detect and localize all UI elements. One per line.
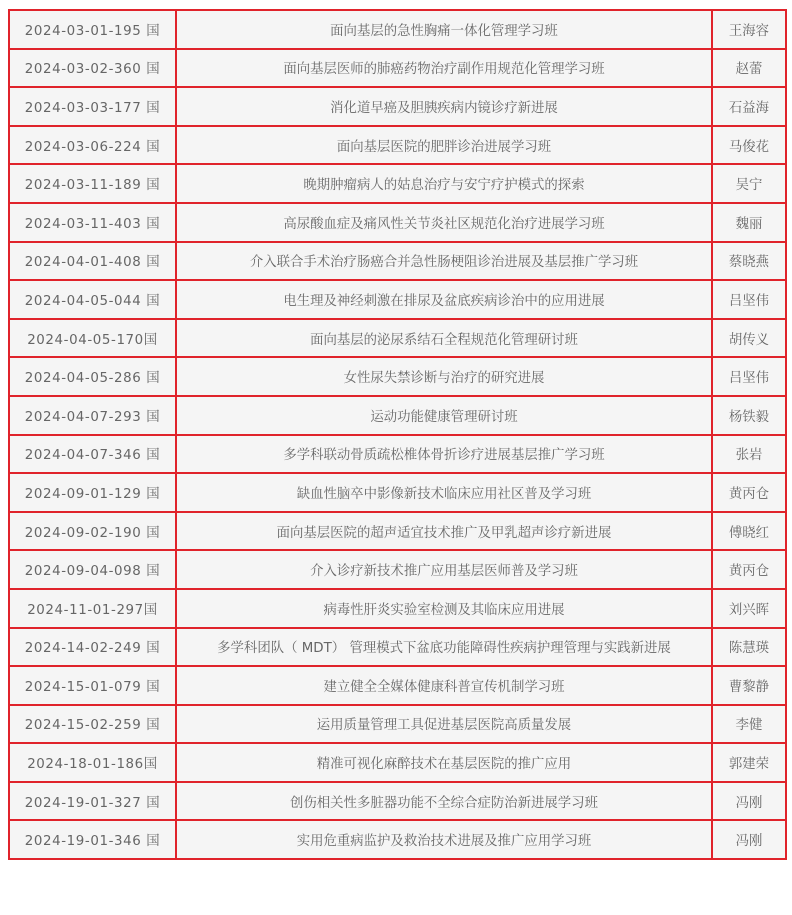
course-title-cell: 面向基层医师的肺癌药物治疗副作用规范化管理学习班 (176, 49, 712, 88)
table-row (9, 435, 786, 474)
course-code-cell: 2024-19-01-327 国 (9, 782, 176, 821)
course-leader-cell: 黄丙仓 (712, 550, 786, 589)
course-code-cell: 2024-04-07-346 国 (9, 435, 176, 474)
table-row (9, 666, 786, 705)
course-title-cell: 运用质量管理工具促进基层医院高质量发展 (176, 705, 712, 744)
course-title-cell: 建立健全全媒体健康科普宣传机制学习班 (176, 666, 712, 705)
course-title-cell: 高尿酸血症及痛风性关节炎社区规范化治疗进展学习班 (176, 203, 712, 242)
table-row (9, 782, 786, 821)
course-title-cell: 多学科团队（ MDT） 管理模式下盆底功能障碍性疾病护理管理与实践新进展 (176, 628, 712, 667)
course-leader-cell: 赵蕾 (712, 49, 786, 88)
course-code-cell: 2024-03-11-189 国 (9, 164, 176, 203)
course-leader-cell: 张岩 (712, 435, 786, 474)
course-title-cell: 面向基层医院的超声适宜技术推广及甲乳超声诊疗新进展 (176, 512, 712, 551)
table-row (9, 550, 786, 589)
course-code-cell: 2024-04-07-293 国 (9, 396, 176, 435)
course-title-cell: 病毒性肝炎实验室检测及其临床应用进展 (176, 589, 712, 628)
course-code-cell: 2024-09-02-190 国 (9, 512, 176, 551)
course-code-cell: 2024-03-03-177 国 (9, 87, 176, 126)
course-leader-cell: 石益海 (712, 87, 786, 126)
table-row (9, 87, 786, 126)
course-title-cell: 创伤相关性多脏器功能不全综合症防治新进展学习班 (176, 782, 712, 821)
course-leader-cell: 郭建荣 (712, 743, 786, 782)
course-code-cell: 2024-19-01-346 国 (9, 820, 176, 859)
table-row (9, 705, 786, 744)
table-row (9, 396, 786, 435)
course-title-cell: 面向基层的泌尿系结石全程规范化管理研讨班 (176, 319, 712, 358)
course-table (8, 9, 787, 860)
course-leader-cell: 吕坚伟 (712, 357, 786, 396)
course-title-cell: 实用危重病监护及救治技术进展及推广应用学习班 (176, 820, 712, 859)
course-title-cell: 女性尿失禁诊断与治疗的研究进展 (176, 357, 712, 396)
course-code-cell: 2024-03-06-224 国 (9, 126, 176, 165)
course-code-cell: 2024-09-01-129 国 (9, 473, 176, 512)
course-title-cell: 晚期肿瘤病人的姑息治疗与安宁疗护模式的探索 (176, 164, 712, 203)
course-code-cell: 2024-04-05-170国 (9, 319, 176, 358)
course-leader-cell: 胡传义 (712, 319, 786, 358)
course-code-cell: 2024-04-05-044 国 (9, 280, 176, 319)
course-leader-cell: 黄丙仓 (712, 473, 786, 512)
course-table-container (8, 9, 783, 860)
table-row (9, 203, 786, 242)
course-leader-cell: 曹黎静 (712, 666, 786, 705)
course-leader-cell: 王海容 (712, 10, 786, 49)
course-leader-cell: 吕坚伟 (712, 280, 786, 319)
table-row (9, 49, 786, 88)
course-table-body (9, 10, 786, 859)
table-row (9, 743, 786, 782)
course-leader-cell: 冯刚 (712, 820, 786, 859)
table-row (9, 512, 786, 551)
course-leader-cell: 蔡晓燕 (712, 242, 786, 281)
course-leader-cell: 傅晓红 (712, 512, 786, 551)
course-title-cell: 运动功能健康管理研讨班 (176, 396, 712, 435)
table-row (9, 319, 786, 358)
table-row (9, 628, 786, 667)
course-leader-cell: 冯刚 (712, 782, 786, 821)
course-title-cell: 介入诊疗新技术推广应用基层医师普及学习班 (176, 550, 712, 589)
course-leader-cell: 刘兴晖 (712, 589, 786, 628)
course-code-cell: 2024-03-11-403 国 (9, 203, 176, 242)
table-row (9, 126, 786, 165)
course-code-cell: 2024-03-01-195 国 (9, 10, 176, 49)
course-code-cell: 2024-11-01-297国 (9, 589, 176, 628)
course-title-cell: 电生理及神经刺激在排尿及盆底疾病诊治中的应用进展 (176, 280, 712, 319)
course-code-cell: 2024-03-02-360 国 (9, 49, 176, 88)
table-row (9, 10, 786, 49)
course-code-cell: 2024-18-01-186国 (9, 743, 176, 782)
course-title-cell: 面向基层的急性胸痛一体化管理学习班 (176, 10, 712, 49)
course-leader-cell: 杨铁毅 (712, 396, 786, 435)
table-row (9, 280, 786, 319)
course-code-cell: 2024-04-05-286 国 (9, 357, 176, 396)
table-row (9, 473, 786, 512)
table-row (9, 589, 786, 628)
table-row (9, 820, 786, 859)
course-leader-cell: 陈慧瑛 (712, 628, 786, 667)
course-title-cell: 多学科联动骨质疏松椎体骨折诊疗进展基层推广学习班 (176, 435, 712, 474)
course-title-cell: 面向基层医院的肥胖诊治进展学习班 (176, 126, 712, 165)
course-leader-cell: 吴宁 (712, 164, 786, 203)
course-leader-cell: 李健 (712, 705, 786, 744)
course-title-cell: 缺血性脑卒中影像新技术临床应用社区普及学习班 (176, 473, 712, 512)
course-code-cell: 2024-14-02-249 国 (9, 628, 176, 667)
course-title-cell: 介入联合手术治疗肠癌合并急性肠梗阻诊治进展及基层推广学习班 (176, 242, 712, 281)
course-code-cell: 2024-04-01-408 国 (9, 242, 176, 281)
course-leader-cell: 魏丽 (712, 203, 786, 242)
course-leader-cell: 马俊花 (712, 126, 786, 165)
course-code-cell: 2024-09-04-098 国 (9, 550, 176, 589)
table-row (9, 242, 786, 281)
course-code-cell: 2024-15-01-079 国 (9, 666, 176, 705)
table-row (9, 357, 786, 396)
table-row (9, 164, 786, 203)
course-code-cell: 2024-15-02-259 国 (9, 705, 176, 744)
course-title-cell: 精准可视化麻醉技术在基层医院的推广应用 (176, 743, 712, 782)
course-title-cell: 消化道早癌及胆胰疾病内镜诊疗新进展 (176, 87, 712, 126)
